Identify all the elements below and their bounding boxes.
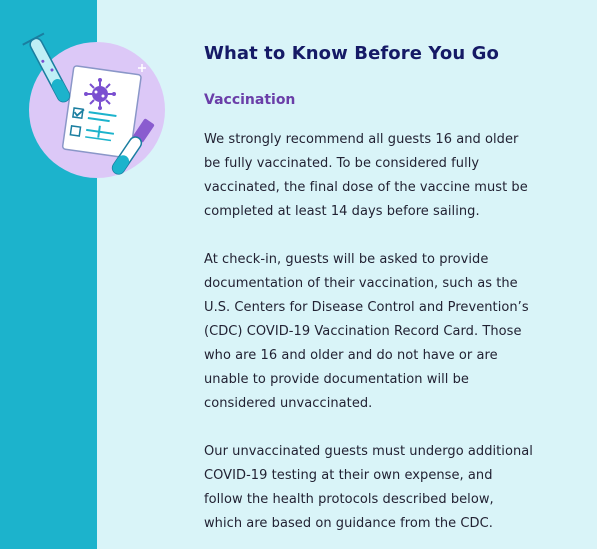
vaccination-paragraph-2: At check-in, guests will be asked to provide documentation of their vaccination, such as the U.S. Centers for Disease Control and Prevention’s (CDC) COVID-19 Vaccination Record Card. Those who are 16 and older and do not have or are unable to provide documentation will be considered unvaccinated. [204, 252, 529, 411]
vaccination-paragraph-3: Our unvaccinated guests must undergo additional COVID-19 testing at their own expense, and follow the health protocols described below, which are based on guidance from the CDC. [204, 444, 533, 531]
vaccine-record-icon [22, 28, 172, 193]
vaccination-paragraph-1: We strongly recommend all guests 16 and older be fully vaccinated. To be considered fully vaccinated, the final dose of the vaccine must be completed at least 14 days before sailing. [204, 132, 528, 219]
section-title: What to Know Before You Go [204, 43, 499, 64]
vaccine-record-illustration [22, 28, 172, 193]
vaccination-heading: Vaccination [204, 92, 296, 108]
vaccination-info-section [204, 42, 534, 536]
